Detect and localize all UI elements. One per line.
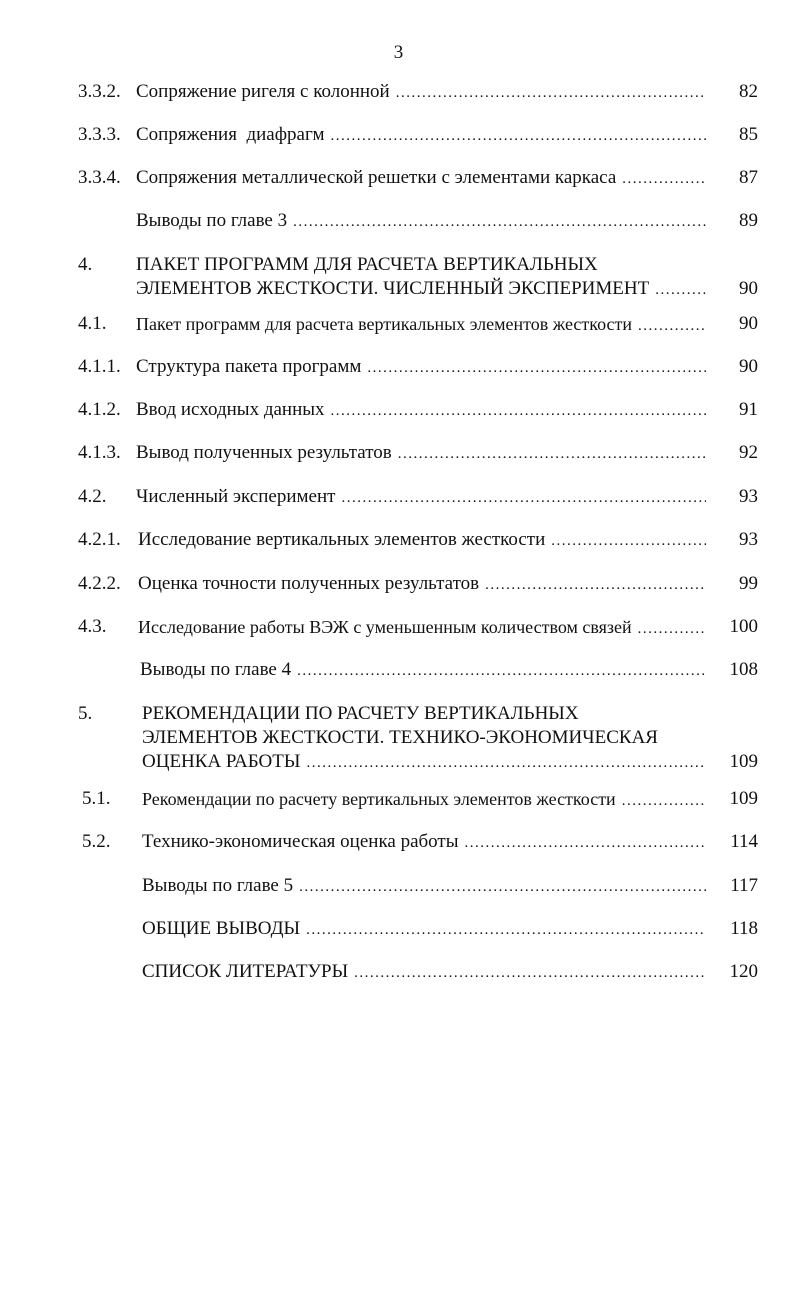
toc-entry-page: 93	[739, 486, 758, 507]
dot-leader	[638, 617, 706, 641]
toc-entry-page: 87	[739, 167, 758, 188]
toc-entry-title-line	[136, 209, 706, 234]
toc-entry-number: 4.2.	[78, 486, 107, 507]
toc-entry-page: 109	[729, 751, 758, 772]
toc-entry-title-line	[136, 312, 706, 338]
toc-entry-page: 100	[729, 616, 758, 637]
toc-entry-chapter	[78, 702, 758, 774]
dot-leader	[485, 573, 706, 597]
toc-entry-page: 99	[739, 573, 758, 594]
toc-entry-title-line	[142, 960, 706, 985]
toc-entry-chapter	[78, 253, 758, 301]
toc-entry-title-line	[136, 277, 706, 302]
toc-entry-title: Сопряжения диафрагм	[136, 124, 325, 145]
toc-entry-page: 93	[739, 529, 758, 550]
toc-entry-number: 4.1.1.	[78, 356, 121, 377]
toc-entry-page: 108	[729, 659, 758, 680]
toc-entry-title-line	[142, 917, 706, 942]
toc-entry-title-line	[138, 572, 706, 597]
toc-entry-page: 118	[730, 918, 758, 939]
toc-entry-page: 120	[729, 961, 758, 982]
dot-leader	[367, 356, 706, 380]
toc-entry-title-line1: РЕКОМЕНДАЦИИ ПО РАСЧЕТУ ВЕРТИКАЛЬНЫХ	[142, 703, 579, 724]
dot-leader	[331, 399, 706, 423]
toc-entry-page: 91	[739, 399, 758, 420]
dot-leader	[299, 875, 706, 899]
toc-entry-number: 3.3.4.	[78, 167, 121, 188]
toc-entry-title: Выводы по главе 3	[136, 210, 288, 231]
toc-entry-title: СПИСОК ЛИТЕРАТУРЫ	[142, 961, 349, 982]
dot-leader	[341, 486, 706, 510]
toc-entry-number: 5.	[78, 703, 93, 724]
toc-entry-page: 82	[739, 81, 758, 102]
dot-leader	[465, 831, 707, 855]
toc-entry-title-line1: ПАКЕТ ПРОГРАММ ДЛЯ РАСЧЕТА ВЕРТИКАЛЬНЫХ	[136, 254, 598, 275]
dot-leader	[396, 81, 706, 105]
toc-entry-title: Исследование работы ВЭЖ с уменьшенным количеством связей	[138, 617, 632, 637]
dot-leader	[398, 442, 706, 466]
dot-leader	[638, 314, 706, 338]
page-number: 3	[393, 42, 404, 63]
dot-leader	[306, 918, 706, 942]
dot-leader	[622, 167, 706, 191]
toc-entry-title-line	[138, 615, 706, 641]
toc-entry-title: Выводы по главе 4	[140, 659, 292, 680]
toc-entry-title-line	[136, 123, 706, 148]
dot-leader	[331, 124, 706, 148]
toc-entry-title: Пакет программ для расчета вертикальных элементов жесткости	[136, 314, 633, 334]
toc-entry-number: 4.1.3.	[78, 442, 121, 463]
toc-entry-title: Исследование вертикальных элементов жесткости	[138, 529, 546, 550]
toc-entry-title: Структура пакета программ	[136, 356, 362, 377]
toc-entry-number: 5.2.	[82, 831, 111, 852]
dot-leader	[551, 529, 706, 553]
dot-leader	[297, 659, 706, 683]
toc-entry-page: 90	[739, 356, 758, 377]
toc-entry-title: Технико-экономическая оценка работы	[142, 831, 459, 852]
toc-entry-number: 3.3.3.	[78, 124, 121, 145]
toc-entry-number: 4.3.	[78, 616, 107, 637]
toc-entry-number: 4.2.2.	[78, 573, 121, 594]
toc-entry-page: 114	[730, 831, 758, 852]
toc-entry-title-line	[140, 658, 706, 683]
toc-entry-title-line	[136, 398, 706, 423]
toc-entry-page: 90	[739, 278, 758, 299]
toc-entry-page: 90	[739, 313, 758, 334]
toc-entry-number: 4.2.1.	[78, 529, 121, 550]
toc-entry-number: 5.1.	[82, 788, 111, 809]
toc-entry-title-line	[138, 528, 706, 553]
toc-entry-title-line2: ЭЛЕМЕНТОВ ЖЕСТКОСТИ. ЧИСЛЕННЫЙ ЭКСПЕРИМЕНТ	[136, 278, 650, 299]
toc-entry-title-line	[136, 166, 706, 191]
toc-entry-page: 92	[739, 442, 758, 463]
dot-leader	[354, 961, 706, 985]
toc-entry-title-line	[142, 787, 706, 813]
toc-entry-title: Численный эксперимент	[136, 486, 336, 507]
toc-entry-title-line	[136, 80, 706, 105]
toc-entry-number: 3.3.2.	[78, 81, 121, 102]
toc-entry-title: Сопряжение ригеля с колонной	[136, 81, 390, 102]
toc-entry-title-line	[136, 485, 706, 510]
toc-entry-title-line3: ОЦЕНКА РАБОТЫ	[142, 751, 301, 772]
toc-entry-number: 4.1.	[78, 313, 107, 334]
toc-entry-title: Рекомендации по расчету вертикальных элементов жесткости	[142, 789, 616, 809]
dot-leader	[622, 789, 706, 813]
dot-leader	[306, 751, 706, 775]
toc-entry-number: 4.	[78, 254, 93, 275]
toc-entry-title-line	[142, 830, 706, 855]
toc-entry-title-line	[142, 874, 706, 899]
toc-entry-title: Вывод полученных результатов	[136, 442, 392, 463]
toc-entry-title: Ввод исходных данных	[136, 399, 325, 420]
toc-entry-title-line	[142, 750, 706, 775]
dot-leader	[655, 278, 706, 302]
toc-entry-title: Оценка точности полученных результатов	[138, 573, 480, 594]
toc-entry-number: 4.1.2.	[78, 399, 121, 420]
toc-entry-page: 117	[730, 875, 758, 896]
toc-entry-title-line2: ЭЛЕМЕНТОВ ЖЕСТКОСТИ. ТЕХНИКО-ЭКОНОМИЧЕСКАЯ	[142, 727, 658, 748]
toc-entry-title-line	[136, 355, 706, 380]
dot-leader	[293, 210, 706, 234]
toc-entry-title: ОБЩИЕ ВЫВОДЫ	[142, 918, 301, 939]
toc-entry-page: 109	[729, 788, 758, 809]
toc-entry-page: 89	[739, 210, 758, 231]
toc-entry-title: Выводы по главе 5	[142, 875, 294, 896]
toc-entry-page: 85	[739, 124, 758, 145]
toc-entry-title: Сопряжения металлической решетки с элементами каркаса	[136, 167, 617, 188]
toc-entry-title-line	[136, 441, 706, 466]
